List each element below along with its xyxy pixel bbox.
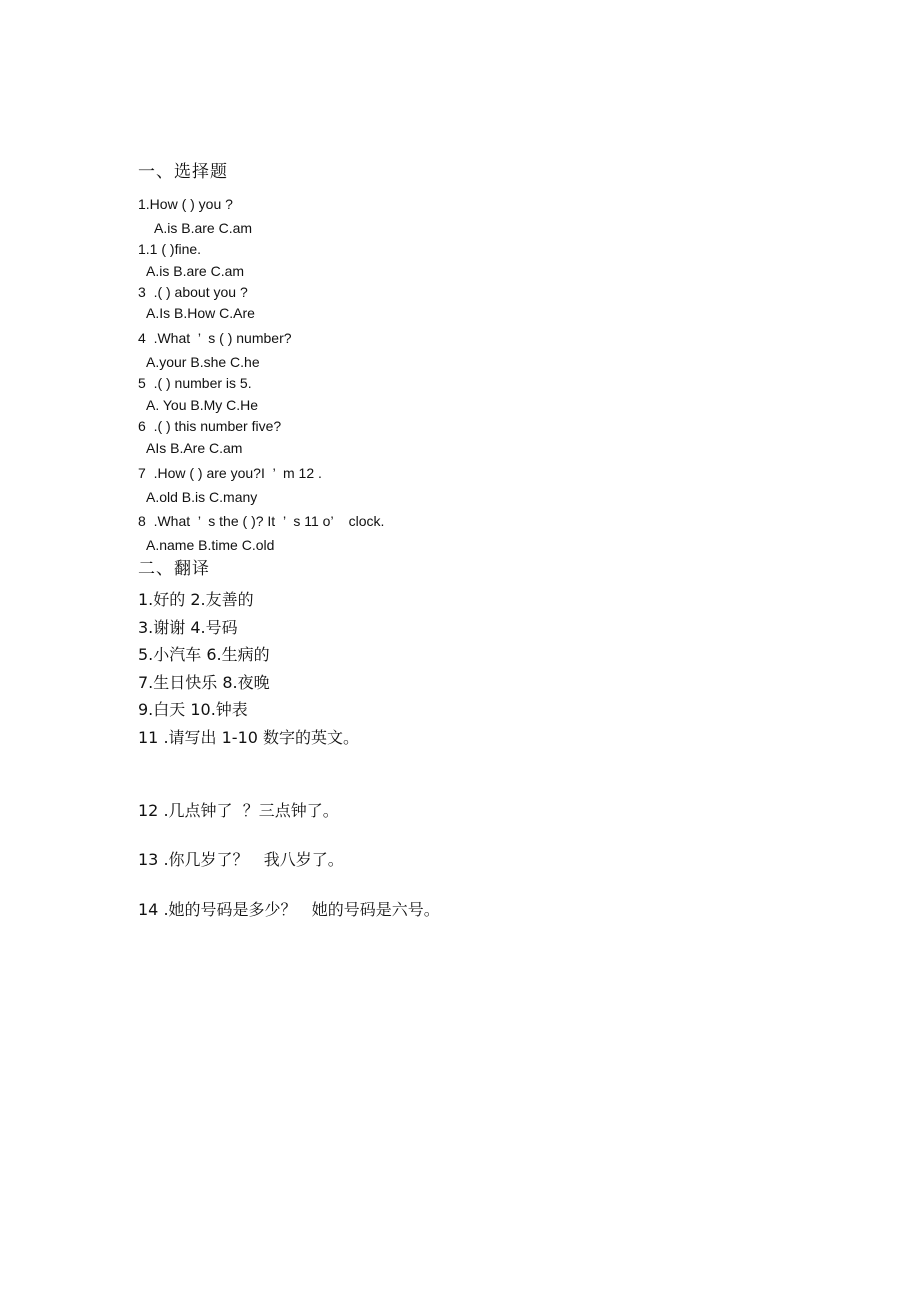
section-heading-choice: 一、选择题 <box>138 162 228 182</box>
question-stem: 1.1 ( )fine. <box>138 241 202 257</box>
translation-item: 14 .她的号码是多少？ 她的号码是六号。 <box>138 900 440 919</box>
translation-item: 13 .你几岁了？ 我八岁了。 <box>138 850 344 869</box>
translation-item: 5.小汽车 6.生病的 <box>138 645 270 664</box>
translation-item: 1.好的 2.友善的 <box>138 590 254 609</box>
question-stem: 8 .What ’ s the ( )? It ’ s 11 o’ clock. <box>138 513 385 529</box>
question-options: A.old B.is C.many <box>146 489 258 505</box>
question-options: A.is B.are C.am <box>146 263 245 279</box>
question-stem: 7 .How ( ) are you?I ’ m 12 . <box>138 465 322 481</box>
section-heading-translation: 二、翻译 <box>138 559 210 579</box>
question-options: AIs B.Are C.am <box>146 440 243 456</box>
question-options: A.is B.are C.am <box>154 220 253 236</box>
question-options: A.name B.time C.old <box>146 537 275 553</box>
question-stem: 5 .( ) number is 5. <box>138 375 252 391</box>
question-stem: 4 .What ’ s ( ) number? <box>138 330 292 346</box>
translation-item: 9.白天 10.钟表 <box>138 700 248 719</box>
question-stem: 1.How ( ) you ? <box>138 196 233 212</box>
translation-item: 11 .请写出 1-10 数字的英文。 <box>138 728 360 747</box>
question-options: A.your B.she C.he <box>146 354 260 370</box>
question-options: A. You B.My C.He <box>146 397 259 413</box>
translation-item: 7.生日快乐 8.夜晚 <box>138 673 270 692</box>
question-stem: 3 .( ) about you ? <box>138 284 248 300</box>
question-options: A.Is B.How C.Are <box>146 305 255 321</box>
translation-item: 12 .几点钟了 ？三点钟了。 <box>138 801 339 820</box>
question-stem: 6 .( ) this number five? <box>138 418 282 434</box>
translation-item: 3.谢谢 4.号码 <box>138 618 238 637</box>
